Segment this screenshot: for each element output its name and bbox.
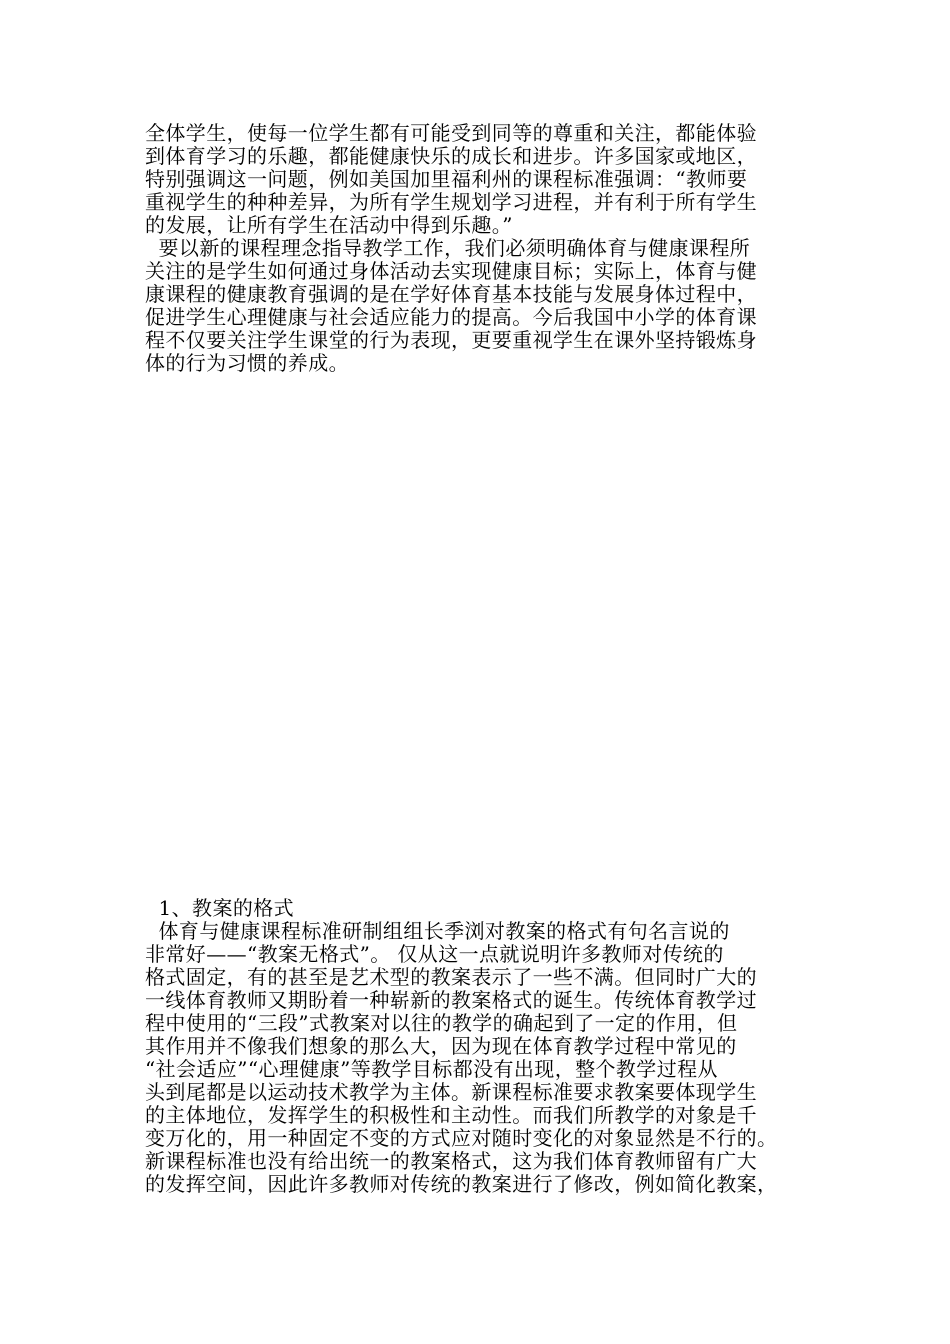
text-line: 要以新的课程理念指导教学工作，我们必须明确体育与健康课程所 — [145, 236, 751, 260]
text-line: 的主体地位，发挥学生的积极性和主动性。而我们所教学的对象是千 — [145, 1103, 757, 1127]
text-line: 非常好——“教案无格式”。 仅从这一点就说明许多教师对传统的 — [145, 942, 724, 966]
text-line: 一线体育教师又期盼着一种崭新的教案格式的诞生。传统体育教学过 — [145, 988, 757, 1012]
text-line: 的发挥空间，因此许多教师对传统的教案进行了修改，例如简化教案， — [145, 1172, 778, 1196]
text-line: 变万化的，用一种固定不变的方式应对随时变化的对象显然是不行的。 — [145, 1126, 778, 1150]
text-line: 促进学生心理健康与社会适应能力的提高。今后我国中小学的体育课 — [145, 305, 757, 329]
paragraph-2 — [145, 237, 825, 375]
text-line: 格式固定，有的甚至是艺术型的教案表示了一些不满。但同时广大的 — [145, 965, 757, 989]
text-line: 头到尾都是以运动技术教学为主体。新课程标准要求教案要体现学生 — [145, 1080, 757, 1104]
text-line: 全体学生，使每一位学生都有可能受到同等的尊重和关注，都能体验 — [145, 121, 757, 145]
text-line: 程不仅要关注学生课堂的行为表现，更要重视学生在课外坚持锻炼身 — [145, 328, 757, 352]
top-text-block — [145, 122, 825, 375]
paragraph-1 — [145, 122, 825, 237]
text-line: 重视学生的种种差异，为所有学生规划学习进程，并有利于所有学生 — [145, 190, 757, 214]
text-line: 康课程的健康教育强调的是在学好体育基本技能与发展身体过程中， — [145, 282, 757, 306]
text-line: 其作用并不像我们想象的那么大，因为现在体育教学过程中常见的 — [145, 1034, 737, 1058]
text-line: 到体育学习的乐趣，都能健康快乐的成长和进步。许多国家或地区， — [145, 144, 757, 168]
text-line: 新课程标准也没有给出统一的教案格式，这为我们体育教师留有广大 — [145, 1149, 757, 1173]
paragraph-3 — [145, 920, 825, 1196]
section-heading: 1、教案的格式 — [145, 896, 295, 920]
text-line: 关注的是学生如何通过身体活动去实现健康目标；实际上，体育与健 — [145, 259, 757, 283]
text-line: 的发展，让所有学生在活动中得到乐趣。” — [145, 213, 513, 237]
text-line: “社会适应”“心理健康”等教学目标都没有出现，整个教学过程从 — [145, 1057, 718, 1081]
text-line: 特别强调这一问题，例如美国加里福利州的课程标准强调：“教师要 — [145, 167, 748, 191]
bottom-text-block — [145, 897, 825, 1196]
text-line: 程中使用的“三段”式教案对以往的教学的确起到了一定的作用，但 — [145, 1011, 738, 1035]
text-line: 体的行为习惯的养成。 — [145, 351, 349, 375]
text-line: 体育与健康课程标准研制组组长季浏对教案的格式有句名言说的 — [145, 919, 730, 943]
